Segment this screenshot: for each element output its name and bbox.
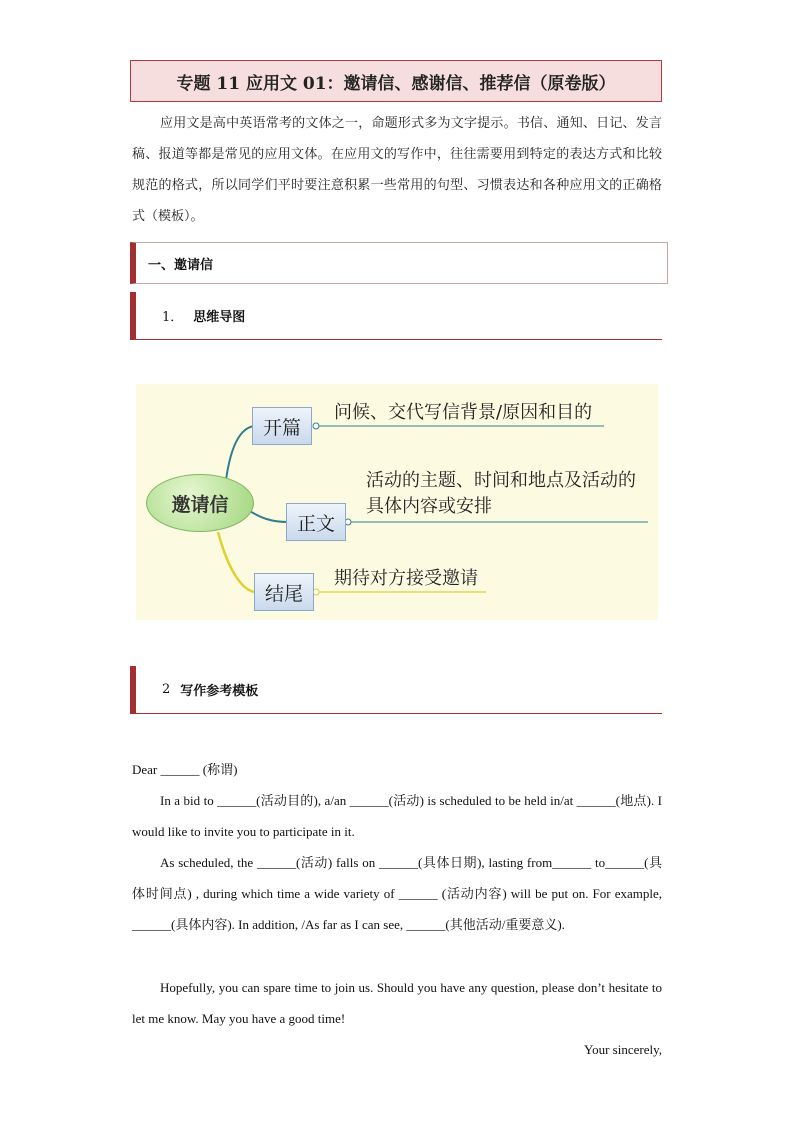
subsection-heading-template [130,666,662,714]
branch-text-body-line2: 具体内容或安排 [366,496,492,517]
subsection-label: 思维导图 [193,310,246,325]
branch-text-body-line1: 活动的主题、时间和地点及活动的 [366,470,636,491]
mind-map-center-node: 邀请信 [146,474,254,532]
letter-paragraph-1: In a bid to ______(活动目的), a/an ______(活动) is scheduled to be held in/at ______(地点). I would like to invite you to participate in it. [132,793,662,839]
connector-branch-1 [226,426,254,480]
letter-paragraph-3: Hopefully, you can spare time to join us. Should you have any question, please don’t hesitate to let me know. May you have a good time! [132,980,662,1026]
connector-branch-3 [218,532,254,592]
branch-text-body [366,468,636,520]
subsection-number: 2 [162,682,171,697]
branch-node-body: 正文 [286,503,346,541]
branch-text-opening: 问候、交代写信背景/原因和目的 [334,402,593,423]
letter-paragraph-2: As scheduled, the ______(活动) falls on ______(具体日期), lasting from______ to______(具体时间点) , during which time a wide variety of ______ (活动内容) will be put on. For example, ______(具体内容). In addition, /As far as I can see, ______(其他活动/重要意义). [132,855,662,932]
subsection-number: 1． [162,310,184,325]
letter-closing: Your sincerely, [584,1042,662,1057]
node-dot-1 [313,423,319,429]
page-title: 专题 11 应用文 01：邀请信、感谢信、推荐信（原卷版） [130,60,662,102]
intro-paragraph: 应用文是高中英语常考的文体之一，命题形式多为文字提示。书信、通知、日记、发言稿、报道等都是常见的应用文体。在应用文的写作中，往往需要用到特定的表达方式和比较规范的格式，所以同学们平时要注意积累一些常用的句型、习惯表达和各种应用文的正确格式（模板）。 [132,116,662,224]
mind-map [136,384,658,620]
subsection-heading-mindmap [130,292,662,340]
branch-text-ending: 期待对方接受邀请 [334,568,478,589]
connector-branch-2 [248,510,288,522]
section-heading-invitation [130,242,668,284]
section-heading-label: 一、邀请信 [148,257,214,273]
letter-salutation: Dear ______ (称谓) [132,762,238,777]
branch-node-ending: 结尾 [254,573,314,611]
subsection-label: 写作参考模板 [180,684,259,699]
branch-node-opening: 开篇 [252,407,312,445]
